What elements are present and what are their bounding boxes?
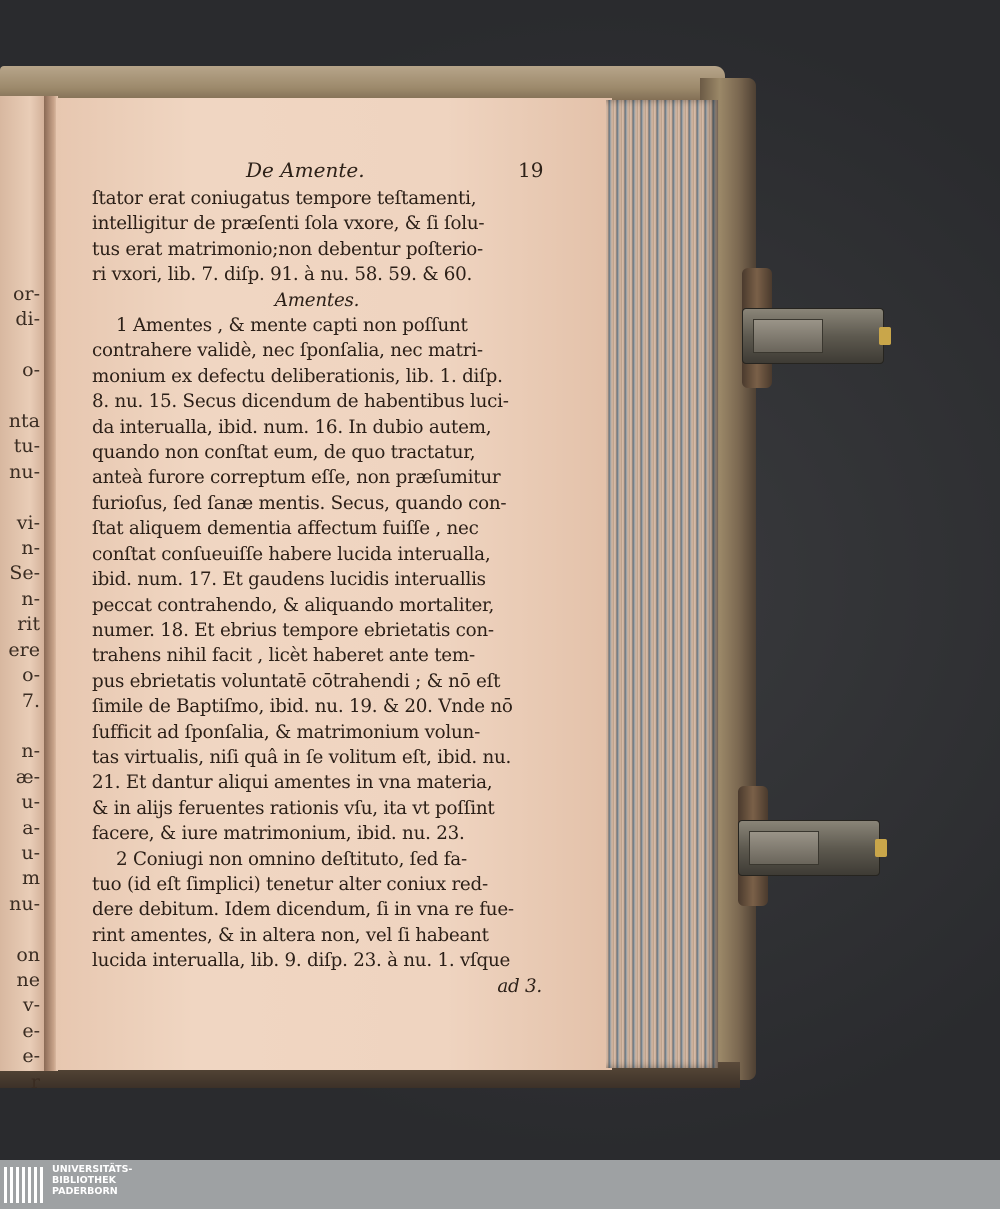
text-line: ri vxori, lib. 7. diſp. 91. à nu. 58. 59. & 60. (92, 264, 473, 286)
text-line: monium ex defectu deliberationis, lib. 1. diſp. (92, 365, 503, 387)
left-page-fragment: vi- (16, 511, 40, 534)
page-body (92, 186, 542, 999)
text-line: contrahere validè, nec ſponſalia, nec matri- (92, 340, 483, 362)
text-line: 8. nu. 15. Secus dicendum de habentibus luci- (92, 391, 509, 413)
book-clasp-icon (738, 820, 880, 876)
left-page-fragment: r (30, 1070, 40, 1093)
left-page-fragment: v- (22, 994, 40, 1017)
text-line: ſufficit ad ſponſalia, & matrimonium volun- (92, 721, 480, 743)
library-name (52, 1164, 132, 1197)
left-page-fragment: a- (22, 816, 40, 839)
text-line: furioſus, ſed ſanæ mentis. Secus, quando con- (92, 492, 507, 514)
left-page-fragment (0, 485, 40, 510)
text-line: ſimile de Baptiſmo, ibid. nu. 19. & 20. Vnde nō (92, 696, 513, 718)
text-line: tas virtualis, niſi quâ in ſe volitum eſt, ibid. nu. (92, 746, 512, 768)
page-number: 19 (518, 158, 544, 182)
left-page-fragment: on (16, 943, 40, 966)
left-page-fragment: tu- (13, 435, 40, 458)
page-text-block (56, 0, 612, 1160)
left-page-fragment: 7. (21, 689, 40, 712)
text-line: 21. Et dantur aliqui amentes in vna materia, (92, 772, 493, 794)
left-page-fragment: u- (21, 791, 40, 814)
left-page-fragment: o- (22, 359, 40, 382)
text-line: peccat contrahendo, & aliquando mortaliter, (92, 594, 495, 616)
running-head-title: De Amente. (246, 158, 365, 182)
text-line: dere debitum. Idem dicendum, ſi in vna re fue- (92, 899, 514, 921)
left-page-fragment: Se- (9, 562, 40, 585)
text-line: conſtat conſueuiſſe habere lucida interualla, (92, 543, 491, 565)
library-name-line: UNIVERSITÄTS- (52, 1164, 133, 1175)
text-line: ſtator erat coniugatus tempore teſtamenti, (92, 188, 477, 209)
text-line: & in alijs feruentes rationis vſu, ita vt poſſint (92, 797, 495, 819)
text-line: tuo (id eſt ſimplici) tenetur alter coniux red- (92, 873, 488, 895)
text-line: quando non conſtat eum, de quo tractatur, (92, 442, 476, 464)
book-clasp-icon (742, 308, 884, 364)
left-page-fragment: or- (13, 283, 40, 305)
left-page-fragment (0, 917, 40, 942)
left-page-fragment: n- (21, 537, 40, 560)
left-page-fragment: nu- (9, 892, 40, 915)
left-page-fragment: rit (17, 613, 40, 636)
left-page-fragment: e- (22, 1045, 40, 1068)
text-line: lucida interualla, lib. 9. diſp. 23. à nu. 1. vſque (92, 950, 511, 972)
text-line: tus erat matrimonio;non debentur poſterio- (92, 238, 483, 260)
text-line: rint amentes, & in altera non, vel ſi habeant (92, 924, 489, 946)
text-line: ſtat aliquem dementia affectum fuiſſe , nec (92, 518, 479, 540)
library-name-line: BIBLIOTHEK (52, 1175, 116, 1186)
text-line: 2 Coniugi non omnino deſtituto, ſed fa- (116, 848, 467, 870)
footer-bar (0, 1160, 1000, 1209)
library-name-line: PADERBORN (52, 1186, 118, 1197)
text-line: trahens nihil facit , licèt haberet ante tem- (92, 645, 475, 667)
left-page-fragment: e- (22, 1019, 40, 1042)
left-page-fragments (0, 282, 40, 1095)
left-page-fragment: ne (16, 968, 40, 991)
left-page-fragment: æ- (15, 765, 40, 788)
left-page-fragment (0, 714, 40, 739)
library-logo-icon (2, 1163, 44, 1206)
page-edges (606, 100, 718, 1068)
left-page (0, 96, 50, 1093)
left-page-fragment (0, 333, 40, 358)
text-line: da interualla, ibid. num. 16. In dubio autem, (92, 416, 492, 438)
left-page-fragment: o- (22, 664, 40, 687)
section-heading: Amentes. (274, 289, 360, 311)
left-page-fragment (0, 384, 40, 409)
text-line: facere, & iure matrimonium, ibid. nu. 23. (92, 823, 465, 845)
text-line: intelligitur de præſenti ſola vxore, & ſi ſolu- (92, 213, 485, 235)
text-line: numer. 18. Et ebrius tempore ebrietatis con- (92, 619, 494, 641)
left-page-fragment: di- (15, 308, 40, 331)
text-line: pus ebrietatis voluntatē cōtrahendi ; & nō eſt (92, 670, 501, 692)
text-line: anteà furore correptum eſſe, non præſumitur (92, 467, 501, 489)
left-page-fragment: n- (21, 587, 40, 610)
left-page-fragment: n- (21, 740, 40, 763)
left-page-fragment: ere (8, 638, 40, 661)
closing-reference: ad 3. (497, 975, 542, 997)
left-page-fragment: m (21, 867, 40, 890)
text-line: 1 Amentes , & mente capti non poſſunt (116, 315, 468, 337)
text-line: ibid. num. 17. Et gaudens lucidis interuallis (92, 569, 486, 591)
left-page-fragment: nu- (9, 460, 40, 483)
left-page-fragment: nta (8, 410, 40, 433)
left-page-fragment: u- (21, 841, 40, 864)
